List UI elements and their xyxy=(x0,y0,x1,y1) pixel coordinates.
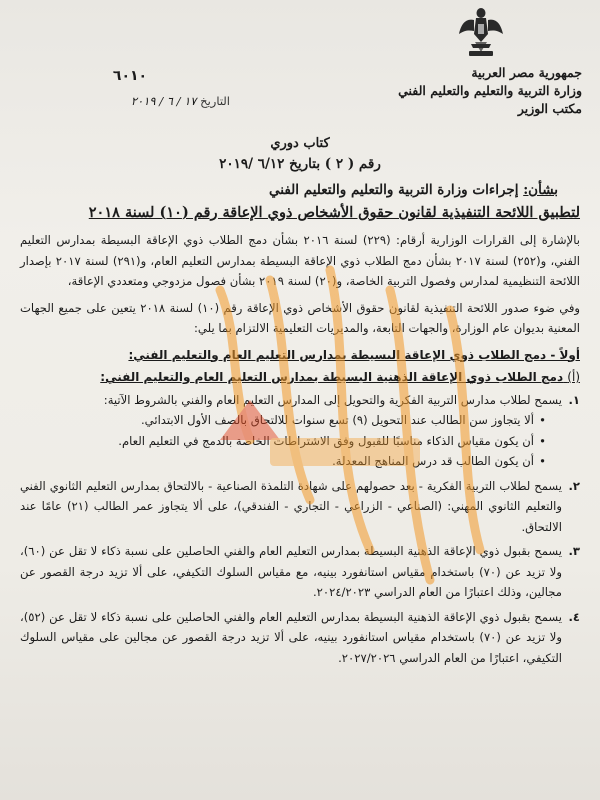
country-name: جمهورية مصر العربية xyxy=(471,65,582,80)
list-item-4 xyxy=(20,607,580,669)
item-text: يسمح لطلاب التربية الفكرية - بعد حصولهم على شهادة التلمذة الصناعية - بالالتحاق بمدارس التعليم الثانوي الفني والتعليم الثانوي المهني: (الصناعي - الزراعي - التجاري - الفندقي)، على ألا يتجاوز عمر الطالب (٢١) عامًا عند الالتحاق. xyxy=(20,478,562,534)
subject-text: إجراءات وزارة التربية والتعليم والتعليم الفني xyxy=(269,182,524,198)
document-body xyxy=(20,230,580,672)
date-label: التاريخ xyxy=(200,94,230,108)
subsection-title: دمج الطلاب ذوي الإعاقة الذهنية البسيطة بمدارس التعليم العام والتعليم الفني: xyxy=(100,370,564,384)
subsection-mark: (أ) xyxy=(567,370,580,384)
eagle-emblem-icon xyxy=(457,4,505,62)
item-number: ٤. xyxy=(568,609,580,624)
letterhead xyxy=(382,64,582,118)
subsection-heading-a xyxy=(20,367,580,388)
office-name: مكتب الوزير xyxy=(517,101,582,116)
item-text: يسمح بقبول ذوي الإعاقة الذهنية البسيطة بمدارس التعليم العام والفني الحاصلين على نسبة ذكاء لا تقل عن (٦٠)، ولا تزيد عن (٧٠) باستخدام مقياس استانفورد بينيه، مع مقياس السلوك التكيفي، على ألا تزيد درجة القصور عن مجالين، وذلك اعتبارًا من العام الدراسي ٢٠٢٤/٢٠٢٣. xyxy=(20,544,562,599)
document-number-line: رقم ( ٢ ) بتاريخ ٦/١٢ /٢٠١٩ xyxy=(219,156,381,172)
subject-label: بشأن: xyxy=(523,182,558,198)
document-heading xyxy=(0,136,600,178)
conditions-list xyxy=(20,410,562,472)
reference-number: ٦٠١٠ xyxy=(112,68,148,84)
item-number: ١. xyxy=(568,392,580,407)
condition-item: • ألا يتجاوز سن الطالب عند التحويل (٩) تسع سنوات للالتحاق بالصف الأول الابتدائي. xyxy=(20,410,534,431)
condition-item: • أن يكون الطالب قد درس المناهج المعدلة. xyxy=(20,451,534,472)
date-value: ١٧ / ٦ / ٢٠١٩ xyxy=(130,94,197,108)
ministry-name: وزارة التربية والتعليم والتعليم الفني xyxy=(398,83,582,98)
condition-item: • أن يكون مقياس الذكاء مناسبًا للقبول وفق الاشتراطات الخاصة بالدمج في التعليم العام. xyxy=(20,431,534,452)
item-number: ٢. xyxy=(568,478,580,493)
item-text: يسمح بقبول ذوي الإعاقة الذهنية البسيطة بمدارس التعليم العام والفني الحاصلين على نسبة ذكاء لا تقل عن (٥٢)، ولا تزيد عن (٧٠) باستخدام مقياس استانفورد بينيه، على ألا تزيد درجة القصور عن مجالين على مقياس السلوك التكيفي، اعتبارًا من العام الدراسي ٢٠٢٧/٢٠٢٦. xyxy=(20,609,562,665)
paragraph-instruction: وفي ضوء صدور اللائحة التنفيذية لقانون حقوق الأشخاص ذوي الإعاقة رقم (١٠) لسنة ٢٠١٨ يتعين على جميع الجهات المعنية بديوان عام الوزارة، والجهات التابعة، والمديريات التعليمية الالتزام بما يلي: xyxy=(20,300,581,335)
item-number: ٣. xyxy=(568,544,580,558)
list-item-2 xyxy=(20,476,580,538)
subject-line xyxy=(38,182,558,198)
paragraph-references: بالإشارة إلى القرارات الوزارية أرقام: (٢٢٩) لسنة ٢٠١٦ بشأن دمج الطلاب ذوي الإعاقة البسيطة بمدارس التعليم الفني، و(٢٥٢) لسنة ٢٠١٧ بشأن دمج الطلاب ذوي الإعاقة البسيطة بمدارس التعليم العام، و(٢٩١) لسنة ٢٠١٧ بإصدار اللائحة التنظيمية لمدارس وفصول التربية الخاصة، و(٢٠) لسنة ٢٠١٩ بشأن فصول مزدوجي ومتعددي الإعاقة، xyxy=(20,233,581,288)
item-text: يسمح لطلاب مدارس التربية الفكرية والتحويل إلى المدارس التعليم العام والفني بالشروط الآتية: xyxy=(103,392,562,407)
list-item-3 xyxy=(20,541,580,603)
subject-line-2: لتطبيق اللائحة التنفيذية لقانون حقوق الأشخاص ذوي الإعاقة رقم (١٠) لسنة ٢٠١٨ xyxy=(88,204,580,221)
document-type: كتاب دوري xyxy=(270,136,330,151)
section-heading-1: أولاً - دمج الطلاب ذوي الإعاقة البسيطة بمدارس التعليم العام والتعليم الفني: xyxy=(128,347,580,362)
reference-date xyxy=(40,94,230,108)
list-item-1 xyxy=(20,390,580,472)
